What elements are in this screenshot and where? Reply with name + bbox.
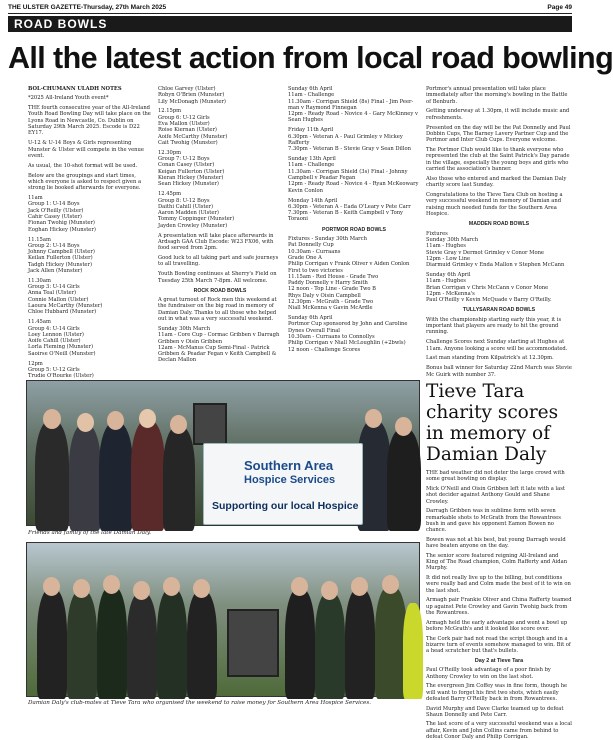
photo-figure [69, 425, 101, 531]
paragraph: Sunday 13th April 11am - Challenge 11.30am - Corrigan Shield (3s) Final - Johnny Campbell v Peadar Fegan 12pm - Ready Road - Novice 4 - Ryan McKeowary Kevin Conlon [288, 156, 419, 194]
paragraph: Bonus ball winner for Saturday 22nd March was Stevie Mc Guirk with number 37. [426, 365, 572, 378]
photo-figure-head [77, 413, 94, 432]
banner-line-3: Supporting our local Hospice [212, 500, 359, 512]
paragraph: A great turnout of Rock men this weekend at the fundraiser on the big road in memory of Damian Daly. Thanks to all those who helped out in what was a very successful weekend. [158, 297, 277, 323]
paragraph-list [426, 470, 572, 655]
paragraph: The senior score featured reigning All-Ireland and King of The Road champion, Colm Rafferty and Aidan Murphy. [426, 552, 568, 572]
subhead-day-2: Day 2 at Tieve Tara [474, 657, 524, 664]
paragraph: Mick O'Neill and Oisin Gribben left it late with a last shot decider against Anthony Gould and Shane Crowley. [426, 485, 565, 505]
photo-figure [285, 589, 315, 699]
paragraph: Sunday 30th March 11am - Core Cup - Cormac Gribben v Darragh Gribben v Oisin Gribben 12am - McManus Cup Semi-Final - Patrick Gribben & Peadar Fegan v Keith Campbell & Declan Mallon [158, 325, 280, 364]
photo-figure [345, 589, 375, 699]
banner-line-1: Southern Area [244, 458, 334, 473]
article-column-3 [288, 86, 420, 378]
paragraph: Chloe Garvey (Ulster) Robyn O'Brien (Munster) Lily McDonagh (Munster) [158, 86, 226, 105]
paragraph: 11am Group 1: U-14 Boys Jack O'Reilly (Ulster) Cahir Casey (Ulster) Fionan Twohig (Munster) Eoghan Hickey (Munster) [28, 195, 96, 233]
photo-figure-head [133, 581, 150, 600]
paragraph: Congratulations to the Tieve Tara Club on hosting a very successful weekend in memory of Damian and raising much needed funds for the Southern Area Hospice. [426, 192, 563, 218]
paragraph-list [288, 236, 420, 353]
paragraph-list [426, 86, 572, 217]
paragraph: Armagh held the early advantage and went a bowl up before McGrath's and it looked like score over. [426, 619, 568, 632]
paragraph: 12.45pm Group 8: U-12 Boys Daithi Cahill (Ulster) Aaron Madden (Ulster) Tommy Coppinger (Munster) Jayden Crowley (Munster) [158, 191, 235, 229]
photo-figure [163, 427, 195, 531]
photo-figure-head [73, 579, 90, 598]
paragraph: THE fourth consecutive year of the All-Ireland Youth Road Bowling Day will take place on the Lyons Road in Newcastle, Co. Dublin on Saturday 29th March 2025. Escode is D22 EY17. [28, 105, 151, 137]
photo-caption-2: Damian Daly's club-mates at Tieve Tara who organised the weekend to raise money for Southern Area Hospice Services. [28, 700, 372, 706]
photo-figure-head [107, 411, 124, 430]
paragraph: *2025 All-Ireland Youth event* [28, 95, 109, 102]
photo-figure-head [395, 417, 412, 436]
paragraph: With the championship starting early this year, it is important that players are ready to hit the ground running. [426, 316, 562, 336]
paragraph: David Murphy and Dave Clarke teamed up to defeat Shaun Donnelly and Pete Carr. [426, 705, 564, 718]
paragraph-list [158, 86, 282, 284]
article-column-2 [158, 86, 282, 378]
paragraph-list [426, 667, 572, 740]
paragraph: It did not really live up to the billing, but conditions were really bad and Colm made the best of it to win on the last shot. [426, 575, 571, 594]
paragraph: Friday 11th April 6.30pm - Veteran A - Paul Grimley v Mickey Rafferty 7.30pm - Veteran B - Stevie Gray v Sean Dillon [288, 127, 411, 153]
paragraph: Paul O'Reilly took advantage of a poor finish by Anthony Crowley to win on the last shot. [426, 667, 551, 680]
paragraph: The last score of a very successful weekend was a local affair, Kevin and John Collins came from behind to defeat Conor Daly and Philip Corrigan. [426, 721, 572, 740]
paragraph: The evergreen Jim Coffey was in fine form, though he will want to forget his first two shots, which easily defeated Barry O'Reilly back in from Rowantrees. [426, 683, 568, 702]
hospice-banner [203, 443, 363, 525]
photo-figure-head [170, 415, 187, 434]
photo-figure-head [193, 579, 210, 598]
paragraph-list [426, 231, 572, 304]
paragraph: 12.15pm Group 6: U-12 Girls Eva Mallon (Ulster) Roise Kiernan (Ulster) Aoife McCarthy (Munster) Cait Twohig (Munster) [158, 108, 228, 146]
paragraph: Armagh pair Frankie Oliver and China Rafferty teamed up against Pete Crowley and Gavin Twohig back from the Rowantrees. [426, 597, 572, 616]
paragraph: Getting underway at 1.30pm, it will include music and refreshments. [426, 108, 570, 121]
paragraph: 11.45am Group 4: U-14 Girls Loey Lennon (Ulster) Aoife Cahill (Ulster) Lorla Fleming (Munster) Saoirse O'Neill (Munster) [28, 319, 96, 357]
photo-figure-head [43, 577, 60, 596]
photo-figure-head [382, 575, 399, 594]
photo-figure-head [43, 409, 61, 429]
paragraph: A presentation will take place afterwards in Ardsagh GAA Club Escode: W23 FX06, with food served from 2pm. [158, 232, 274, 252]
paragraph: Sunday 6th April 11am - Challenge 11.30am - Corrigan Shield (8s) Final - Jim Peer-man v Raymond Finnegan 12pm - Ready Road - Novice 4 - Gary McKinney v Sean Hughes [288, 86, 418, 124]
photo-figure-head [365, 409, 382, 428]
photo-figure [35, 421, 69, 531]
masthead [8, 2, 572, 14]
paragraph: Youth Bowling continues at Sherry's Field on Tuesday 25th March 7-8pm. All welcome. [158, 271, 277, 284]
article-column-1 [28, 86, 152, 378]
photo-figure-head [139, 409, 156, 428]
subhead-tullysaran-road-bowls: TULLYSARAN ROAD BOWLS [462, 307, 536, 314]
photo-figure [157, 589, 187, 699]
page-headline: All the latest action from local road bowling [8, 41, 613, 75]
photo-figure [131, 421, 165, 531]
photo-figure [187, 591, 217, 699]
paragraph: The Portmor Club would like to thank everyone who represented the club at the Saint Patrick's Day parade in the village, especially the young boys and girls who carried the association's banner. [426, 147, 570, 173]
paragraph: Sunday 6th April Portmor Cup sponsored by John and Caroline Dynes Overall Final 10.30am - Curraans to Connollys Philip Corrigan v Niall McLoughlin (+2bwls) 12 noon - Challenge Scores [288, 315, 408, 353]
column-kicker: BOL-CHUMANN ULADH NOTES [28, 86, 122, 92]
photo-figure [67, 591, 97, 699]
paragraph: Bowen was not at his best, but young Darragh would have beaten anyone on the day. [426, 536, 566, 550]
masthead-paper-date: THE ULSTER GAZETTE-Thursday, 27th March 2025 [8, 4, 167, 11]
paragraph: Challenge Scores next Sunday starting at Hughes at 11am. Anyone looking a score will be accommodated. [426, 339, 568, 352]
subhead-rock-road-bowls: ROCK ROAD BOWLS [193, 287, 247, 294]
photo-caption-1: Friends and family of the late Damian Daly. [28, 530, 152, 536]
paragraph-list [158, 297, 282, 364]
paragraph: U-12 & U-14 Boys & Girls representing Munster & Ulster will compete in the venue event. [28, 140, 144, 159]
paragraph: 11.30am Group 3: U-14 Girls Anna Teal (Ulster) Connie Mallon (Ulster) Laoura McCarthy (Munster) Chloe Hubbard (Munster) [28, 277, 103, 316]
photo-club-mates [26, 542, 420, 697]
paragraph: THE bad weather did not deter the large crowd with some great bowling on display. [426, 470, 565, 483]
paragraph: The Cork pair had not read the script though and in a bizarre turn of events somehow managed to win. Bit of a head scratcher but that's bullets. [426, 635, 571, 655]
subhead-madden-road-bowls: MADDEN ROAD BOWLS [468, 221, 530, 228]
article-column-tieve-tara [426, 470, 572, 740]
paragraph-list [288, 86, 420, 223]
paragraph: 12pm Group 5: U-12 Girls Trudie O'Rourke (Ulster) [28, 360, 94, 380]
photo-figure-head [351, 577, 368, 596]
section-title: ROAD BOWLS [14, 17, 108, 31]
paragraph: Fixtures - Sunday 30th March Pat Donnelly Cup 10.30am - Curraans Grade One A Philip Corrigan v Frank Oliver v Aiden Conlon First to two victories 11.15am - Red House - Grade Two Paddy Donnelly v Harry Smith 12 noon - Top Line - Grade Two B Rhys Daly v Oisin Campbell 12.30pm - McGrath - Grade Two Niall McKenna v Gavin McArdle [288, 236, 410, 312]
paragraph: 12.30pm Group 7: U-12 Boys Conan Casey (Ulster) Keigan Fullerton (Ulster) Kieran Hickey (Munster) Sean Hickey (Munster) [158, 149, 225, 188]
paragraph: Below are the groupings and start times, which everyone is asked to respect given a strong lie booked afterwards for everyone. [28, 172, 142, 192]
photo-figure [387, 429, 421, 531]
photo-figure-head [291, 577, 308, 596]
paragraph: As usual, the 10-shot format will be used. [28, 162, 138, 169]
photo-figure [37, 589, 67, 699]
article-column-4 [426, 86, 572, 378]
framed-portrait [227, 609, 279, 677]
paragraph: Good luck to all taking part and safe journeys to all travelling. [158, 255, 279, 268]
subhead-portmor-road-bowls: PORTMOR ROAD BOWLS [322, 226, 386, 233]
photo-figure [99, 423, 133, 531]
paragraph: Monday 14th April 6.30pm - Veteran A - Eada O'Leary v Pete Carr 7.30pm - Veteran B - Keith Campbell v Tony Toraoni [288, 197, 411, 223]
paragraph: Darragh Gribben was in sublime form with seven remarkable shots to McGrath from the Rowantrees bush in and gave his opponent Eamon Bowen no chance. [426, 508, 561, 534]
paragraph: Fixtures Sunday 30th March 11am - Hughes Stevie Gray v Dermot Grimley v Conor Mone 12pm - Low Line Diarmuid Grimley v Enda Mallon v Stephen McCann [426, 230, 565, 269]
masthead-page-number: Page 49 [547, 4, 572, 11]
photo-figure-head [103, 575, 120, 594]
photo-figure [315, 593, 345, 699]
paragraph: Presented on the day will be the Pat Donnelly and Paul Dobbin Cups, The Barney Lavery Partner Cup and the Portmor and Inter Club Cups. Everyone welcome. [426, 124, 571, 144]
paragraph: Last man standing from Kilpatrick's at 12.30pm. [426, 355, 554, 362]
paragraph-list [426, 317, 572, 378]
photo-figure-hiviz [403, 603, 423, 699]
story-headline-tieve-tara: Tieve Tara charity scores in memory of Damian Daly [426, 381, 559, 465]
photo-figure-head [163, 577, 180, 596]
paragraph: Also those who entered and marked the Damian Daly charity score last Sunday. [426, 175, 567, 189]
paragraph: 11.15am Group 2: U-14 Boys Johnny Campbell (Ulster) Keilan Fullerton (Ulster) Tadgh Hickey (Munster) Jack Allen (Munster) [28, 236, 95, 274]
photo-figure [127, 593, 157, 699]
section-bar [8, 16, 572, 32]
paragraph: Portmor's annual presentation will take place immediately after the morning's bowling in the Battle of Benburb. [426, 86, 568, 105]
framed-portrait [193, 403, 227, 445]
photo-figure-head [321, 581, 338, 600]
banner-line-2: Hospice Services [244, 474, 336, 486]
paragraph-list [28, 95, 152, 379]
paragraph: Sunday 6th April 11am - Hughes Brian Corrigan v Chris McCann v Conor Mone 12pm - McKenna's Paul O'Reilly v Kevin McQuade v Barry O'Reilly. [426, 271, 552, 304]
photo-figure [97, 587, 127, 699]
photo-friends-family [26, 380, 420, 526]
